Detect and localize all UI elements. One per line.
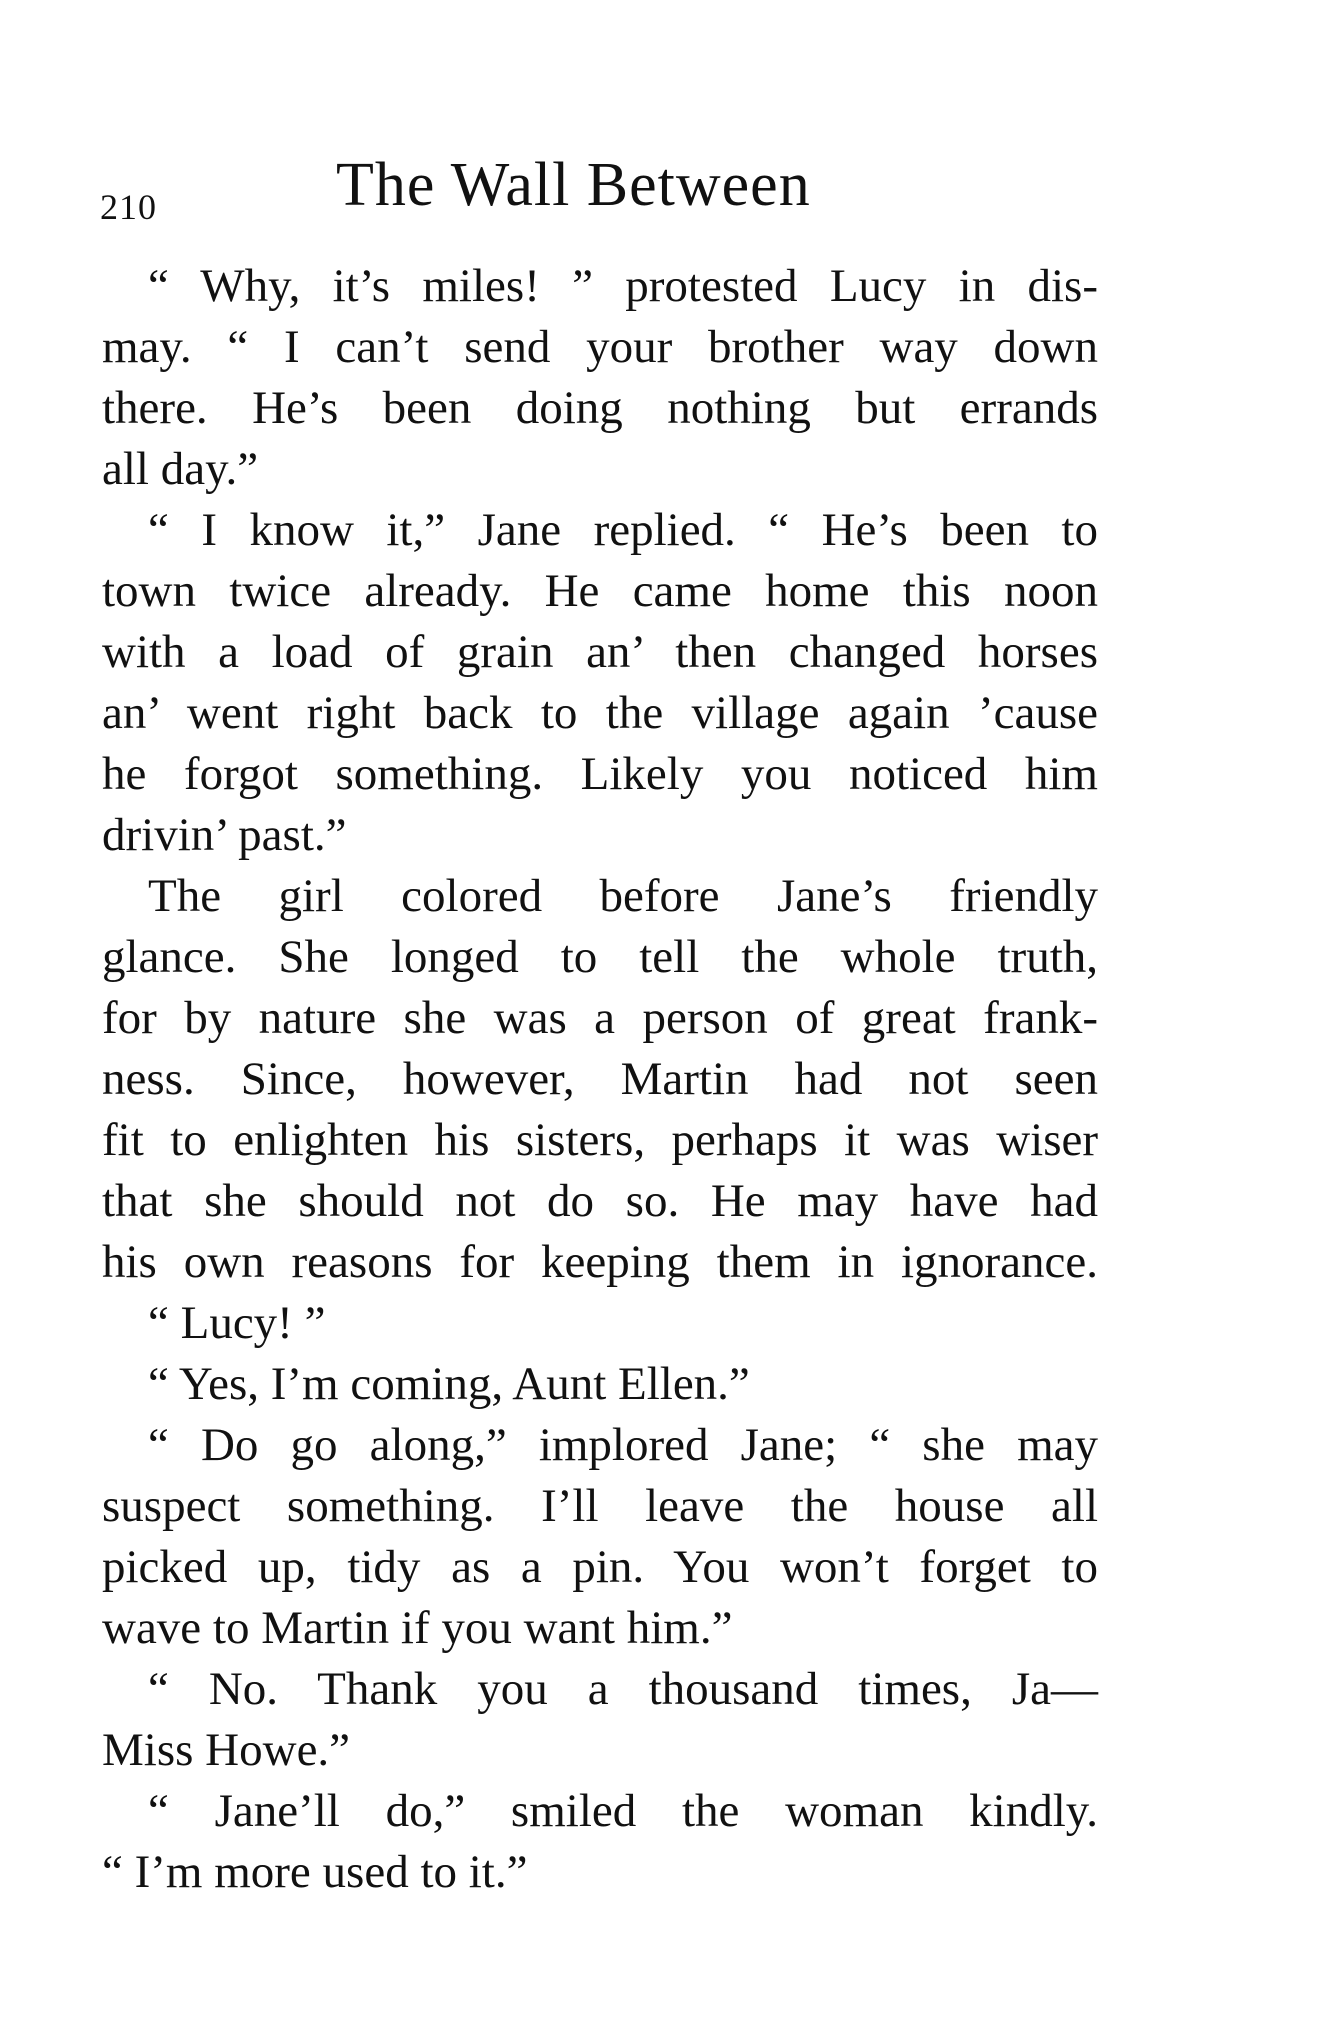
text-line: wave to Martin if you want him.” — [102, 1602, 733, 1654]
body-text — [102, 256, 1098, 1903]
text-line: Miss Howe.” — [102, 1724, 351, 1776]
text-line: The girl colored before Jane’s friendly — [148, 870, 1098, 922]
text-line: drivin’ past.” — [102, 809, 347, 861]
text-line: fit to enlighten his sisters, perhaps it was wiser — [102, 1114, 1098, 1166]
running-title: The Wall Between — [336, 151, 811, 219]
text-line: “ No. Thank you a thousand times, Ja— — [148, 1663, 1098, 1715]
text-line: all day.” — [102, 443, 259, 495]
page-number: 210 — [100, 187, 157, 227]
text-line: ness. Since, however, Martin had not seen — [102, 1053, 1098, 1105]
text-line: he forgot something. Likely you noticed him — [102, 748, 1098, 800]
text-line: may. “ I can’t send your brother way down — [102, 321, 1098, 373]
text-line: town twice already. He came home this noon — [102, 565, 1098, 617]
text-line: “ Why, it’s miles! ” protested Lucy in dis- — [148, 260, 1098, 312]
text-line: “ Do go along,” implored Jane; “ she may — [148, 1419, 1098, 1471]
text-line: “ Lucy! ” — [148, 1297, 326, 1349]
text-line: with a load of grain an’ then changed horses — [102, 626, 1098, 678]
text-line: there. He’s been doing nothing but errands — [102, 382, 1098, 434]
text-line: glance. She longed to tell the whole truth, — [102, 931, 1098, 983]
text-line: “ I’m more used to it.” — [102, 1846, 528, 1898]
text-line: suspect something. I’ll leave the house all — [102, 1480, 1098, 1532]
text-line: for by nature she was a person of great frank- — [102, 992, 1098, 1044]
text-line: his own reasons for keeping them in ignorance. — [102, 1236, 1098, 1288]
text-line: “ I know it,” Jane replied. “ He’s been to — [148, 504, 1098, 556]
text-line: “ Yes, I’m coming, Aunt Ellen.” — [148, 1358, 750, 1410]
text-line: that she should not do so. He may have had — [102, 1175, 1098, 1227]
page-header — [100, 150, 1100, 240]
text-line: picked up, tidy as a pin. You won’t forget to — [102, 1541, 1098, 1593]
text-line: an’ went right back to the village again ’cause — [102, 687, 1098, 739]
text-line: “ Jane’ll do,” smiled the woman kindly. — [148, 1785, 1098, 1837]
